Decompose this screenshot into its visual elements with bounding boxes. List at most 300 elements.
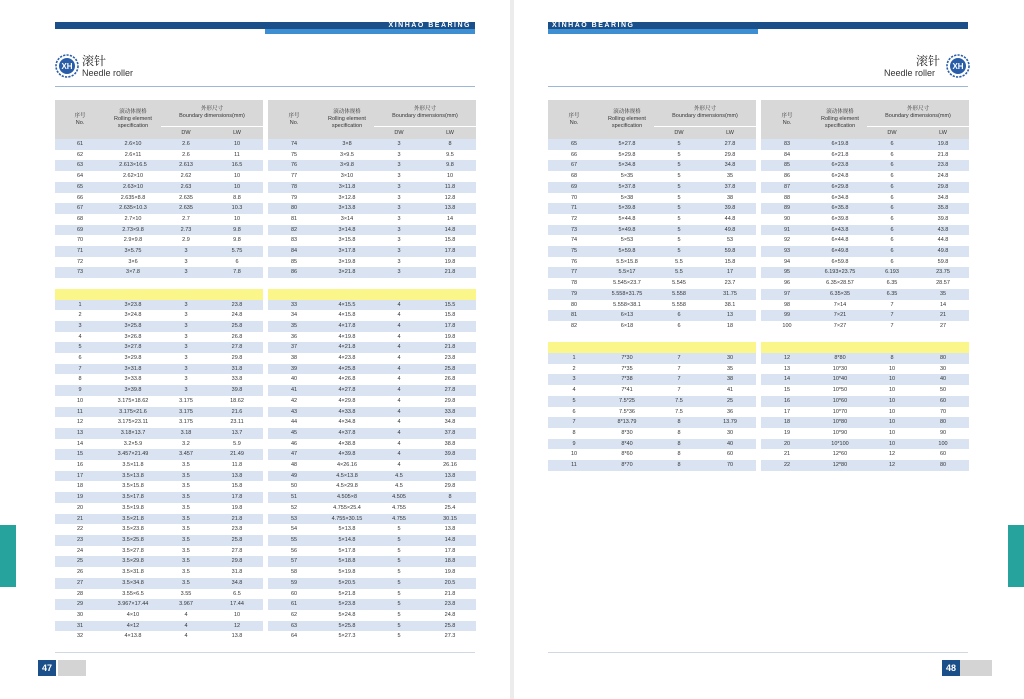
table-row	[761, 439, 969, 450]
cell-lw: 26.8	[424, 374, 476, 385]
cell-dw: 3	[374, 203, 424, 214]
cell-no: 79	[268, 193, 320, 204]
cell-spec: 5×27.8	[600, 139, 654, 150]
cell-dw: 7	[654, 374, 704, 385]
table-row	[268, 342, 476, 353]
cell-spec: 6.35×28.57	[813, 278, 867, 289]
table-row	[761, 364, 969, 375]
table-row	[268, 481, 476, 492]
cell-lw: 19.8	[424, 567, 476, 578]
table-row	[548, 235, 756, 246]
cell-spec: 8*30	[600, 428, 654, 439]
cell-no: 63	[55, 160, 105, 171]
table-row	[55, 621, 263, 632]
table-row	[268, 364, 476, 375]
cell-spec: 6×39.8	[813, 214, 867, 225]
cell-spec: 5.5×17	[600, 267, 654, 278]
cell-lw: 33.8	[424, 407, 476, 418]
cell-dw: 3	[161, 300, 211, 311]
cell-spec: 3.967×17.44	[105, 599, 161, 610]
cell-lw: 100	[917, 439, 969, 450]
table-row	[761, 235, 969, 246]
cell-spec: 3.2×5.9	[105, 439, 161, 450]
header-no-cn: 序号	[74, 112, 86, 119]
table-row	[548, 225, 756, 236]
cell-dw: 3	[161, 321, 211, 332]
cell-no: 34	[268, 310, 320, 321]
table-row	[55, 385, 263, 396]
cell-dw: 3.5	[161, 503, 211, 514]
cell-spec: 4.5×13.8	[320, 471, 374, 482]
cell-spec: 4×33.8	[320, 407, 374, 418]
cell-spec: 4×23.8	[320, 353, 374, 364]
cell-dw: 4	[374, 439, 424, 450]
cell-lw: 35	[704, 364, 756, 375]
cell-no: 18	[761, 417, 813, 428]
cell-lw: 13.8	[211, 631, 263, 642]
footer-divider	[548, 652, 968, 653]
highlight-separator-row	[268, 289, 476, 300]
cell-spec: 3.457×21.49	[105, 449, 161, 460]
cell-no: 12	[761, 353, 813, 364]
table-row	[268, 621, 476, 632]
cell-spec: 4×21.8	[320, 342, 374, 353]
cell-lw: 21.8	[211, 514, 263, 525]
cell-lw: 27.8	[211, 342, 263, 353]
table-row	[55, 407, 263, 418]
cell-lw: 24.8	[917, 171, 969, 182]
cell-no: 19	[55, 492, 105, 503]
table-row	[548, 139, 756, 150]
table-row	[548, 160, 756, 171]
table-row	[548, 267, 756, 278]
cell-dw: 4	[374, 449, 424, 460]
cell-lw: 23.8	[211, 524, 263, 535]
cell-lw	[917, 332, 969, 343]
cell-dw	[161, 289, 211, 300]
cell-spec: 3×8	[320, 139, 374, 150]
table-row	[548, 407, 756, 418]
cell-no	[761, 471, 813, 482]
header-dim-cn: 外形尺寸	[200, 106, 223, 112]
cell-spec: 6×21.8	[813, 150, 867, 161]
table-row	[268, 321, 476, 332]
cell-no: 37	[268, 342, 320, 353]
cell-no: 87	[761, 182, 813, 193]
cell-lw	[917, 471, 969, 482]
cell-dw: 12	[867, 460, 917, 471]
brand-name: XINHAO BEARING	[388, 22, 471, 29]
cell-lw: 29.8	[704, 150, 756, 161]
table-row	[548, 214, 756, 225]
cell-spec: 3.5×13.8	[105, 471, 161, 482]
cell-dw: 10	[867, 428, 917, 439]
cell-dw: 7	[867, 300, 917, 311]
cell-lw: 39.8	[211, 385, 263, 396]
cell-no: 1	[548, 353, 600, 364]
cell-lw: 17.8	[424, 546, 476, 557]
cell-lw: 17.8	[424, 246, 476, 257]
cell-no: 6	[55, 353, 105, 364]
cell-lw: 70	[704, 460, 756, 471]
cell-spec: 5×38	[600, 193, 654, 204]
cell-no: 58	[268, 567, 320, 578]
cell-dw: 4	[374, 342, 424, 353]
cell-spec: 6×34.8	[813, 193, 867, 204]
table-row	[548, 428, 756, 439]
table-row	[55, 460, 263, 471]
table-row	[268, 214, 476, 225]
cell-no: 85	[268, 257, 320, 268]
table-row	[55, 481, 263, 492]
cell-dw: 4	[374, 417, 424, 428]
cell-spec: 4.755×25.4	[320, 503, 374, 514]
cell-spec: 7*30	[600, 353, 654, 364]
cell-dw	[374, 289, 424, 300]
header-spec-cn: 滚动体规格	[826, 109, 854, 115]
table-row	[761, 428, 969, 439]
table-row	[55, 599, 263, 610]
cell-spec: 5×17.8	[320, 546, 374, 557]
cell-lw	[211, 278, 263, 289]
needle-roller-table-right-2	[761, 100, 969, 481]
cell-spec: 4×10	[105, 610, 161, 621]
cell-dw: 10	[867, 385, 917, 396]
cell-spec: 3.175×18.62	[105, 396, 161, 407]
cell-dw	[654, 342, 704, 353]
cell-no: 31	[55, 621, 105, 632]
cell-dw: 3.175	[161, 396, 211, 407]
cell-dw: 4	[374, 310, 424, 321]
header-lw: LW	[424, 127, 476, 140]
cell-lw: 19.8	[424, 257, 476, 268]
cell-dw: 7	[867, 321, 917, 332]
cell-spec: 2.62×10	[105, 171, 161, 182]
cell-no	[548, 342, 600, 353]
cell-no: 30	[55, 610, 105, 621]
cell-no: 62	[55, 150, 105, 161]
cell-spec: 4×13.8	[105, 631, 161, 642]
cell-spec	[600, 332, 654, 343]
cell-spec: 3×23.8	[105, 300, 161, 311]
cell-lw: 5.75	[211, 246, 263, 257]
cell-spec: 3×10	[320, 171, 374, 182]
header-spec	[320, 100, 374, 139]
table-row	[761, 321, 969, 332]
table-row	[268, 546, 476, 557]
cell-no: 84	[761, 150, 813, 161]
table-row	[761, 353, 969, 364]
table-row	[268, 417, 476, 428]
table-row	[55, 578, 263, 589]
cell-spec	[813, 332, 867, 343]
cell-lw: 37.8	[704, 182, 756, 193]
cell-dw: 3	[374, 139, 424, 150]
page-title-en: Needle roller	[884, 68, 936, 78]
table-row	[761, 300, 969, 311]
cell-spec: 6×23.8	[813, 160, 867, 171]
cell-dw: 5	[654, 203, 704, 214]
cell-dw	[374, 278, 424, 289]
page-title-cn: 滚针	[916, 54, 941, 68]
cell-lw: 38.1	[704, 300, 756, 311]
cell-no: 86	[268, 267, 320, 278]
header-bar-dark	[548, 22, 968, 29]
table-row	[548, 460, 756, 471]
cell-dw: 2.6	[161, 139, 211, 150]
header-bar	[55, 22, 475, 29]
cell-spec: 5×18.8	[320, 556, 374, 567]
cell-dw: 6	[867, 150, 917, 161]
cell-spec: 7×21	[813, 310, 867, 321]
table-row	[55, 353, 263, 364]
cell-dw: 5	[374, 621, 424, 632]
cell-no: 19	[761, 428, 813, 439]
cell-spec: 4×15.8	[320, 310, 374, 321]
cell-spec: 3.5×15.8	[105, 481, 161, 492]
cell-spec: 5×27.3	[320, 631, 374, 642]
cell-lw: 18.62	[211, 396, 263, 407]
cell-dw: 7	[867, 310, 917, 321]
cell-lw: 28.57	[917, 278, 969, 289]
logo-text: XH	[61, 62, 73, 71]
cell-dw: 5	[374, 599, 424, 610]
cell-spec: 3×25.8	[105, 321, 161, 332]
header-spec-cn: 滚动体规格	[119, 109, 147, 115]
cell-no: 2	[55, 310, 105, 321]
cell-dw: 7	[654, 353, 704, 364]
cell-no: 74	[548, 235, 600, 246]
cell-lw: 20.5	[424, 578, 476, 589]
cell-no: 2	[548, 364, 600, 375]
cell-no: 81	[268, 214, 320, 225]
cell-no: 21	[55, 514, 105, 525]
cell-lw: 34.8	[704, 160, 756, 171]
cell-spec: 3×14.8	[320, 225, 374, 236]
cell-spec: 6.193×23.75	[813, 267, 867, 278]
cell-spec: 3×15.8	[320, 235, 374, 246]
table-row	[55, 342, 263, 353]
table-row	[761, 182, 969, 193]
table-row	[55, 524, 263, 535]
cell-lw: 13	[704, 310, 756, 321]
cell-no: 41	[268, 385, 320, 396]
table-row	[55, 267, 263, 278]
table-row	[268, 396, 476, 407]
cell-lw	[424, 289, 476, 300]
cell-dw: 3	[374, 225, 424, 236]
cell-dw: 4	[161, 621, 211, 632]
header-bar-accent	[265, 29, 475, 34]
cell-lw: 13.8	[424, 524, 476, 535]
table-row	[548, 449, 756, 460]
cell-dw: 6	[654, 310, 704, 321]
cell-no: 15	[761, 385, 813, 396]
cell-lw: 37.8	[424, 428, 476, 439]
header-dim-en: Boundary dimensions(mm)	[672, 113, 738, 119]
page-number: 48	[942, 660, 960, 676]
cell-dw: 5.5	[654, 257, 704, 268]
cell-spec: 3×19.8	[320, 257, 374, 268]
cell-dw: 4.505	[374, 492, 424, 503]
cell-spec: 8*13.79	[600, 417, 654, 428]
cell-dw: 10	[867, 374, 917, 385]
cell-no: 13	[55, 428, 105, 439]
cell-dw: 3.175	[161, 407, 211, 418]
table-row	[548, 321, 756, 332]
cell-spec: 2.613×16.5	[105, 160, 161, 171]
header-no	[268, 100, 320, 139]
cell-spec: 3×27.8	[105, 342, 161, 353]
cell-no: 64	[55, 171, 105, 182]
cell-dw	[867, 342, 917, 353]
cell-lw: 30.15	[424, 514, 476, 525]
cell-lw: 31.8	[211, 364, 263, 375]
table-row	[761, 310, 969, 321]
cell-spec: 2.9×9.8	[105, 235, 161, 246]
cell-no: 5	[548, 396, 600, 407]
cell-dw: 3	[161, 257, 211, 268]
cell-no: 22	[55, 524, 105, 535]
cell-lw: 14.8	[424, 535, 476, 546]
cell-no: 20	[761, 439, 813, 450]
header-spec	[813, 100, 867, 139]
table-row	[548, 150, 756, 161]
cell-lw: 21.49	[211, 449, 263, 460]
cell-dw: 5	[654, 193, 704, 204]
table-row	[548, 353, 756, 364]
cell-no: 82	[268, 225, 320, 236]
table-row	[761, 225, 969, 236]
table-row	[55, 471, 263, 482]
header-dimensions	[161, 100, 263, 127]
cell-spec: 5×20.5	[320, 578, 374, 589]
cell-lw: 8	[424, 492, 476, 503]
cell-dw: 5	[654, 235, 704, 246]
cell-dw: 5	[654, 171, 704, 182]
table-row	[268, 556, 476, 567]
table-row	[268, 235, 476, 246]
cell-lw: 29.8	[917, 182, 969, 193]
header-dw: DW	[654, 127, 704, 140]
cell-lw: 33.8	[211, 374, 263, 385]
header-spec	[600, 100, 654, 139]
cell-lw: 12.8	[424, 193, 476, 204]
table-row	[548, 171, 756, 182]
cell-dw: 3	[161, 246, 211, 257]
cell-lw: 14	[424, 214, 476, 225]
cell-spec: 4×34.8	[320, 417, 374, 428]
cell-spec: 3×33.8	[105, 374, 161, 385]
table-row	[55, 193, 263, 204]
cell-lw	[704, 332, 756, 343]
cell-lw: 18.8	[424, 556, 476, 567]
cell-spec: 6×29.8	[813, 182, 867, 193]
table-row	[761, 396, 969, 407]
table-row	[55, 278, 263, 289]
cell-lw: 49.8	[704, 225, 756, 236]
cell-spec: 4×26.8	[320, 374, 374, 385]
cell-lw: 60	[917, 449, 969, 460]
cell-no: 36	[268, 332, 320, 343]
table-row	[55, 171, 263, 182]
table-row	[55, 546, 263, 557]
cell-no: 64	[268, 631, 320, 642]
cell-no: 76	[268, 160, 320, 171]
cell-spec: 5×39.8	[600, 203, 654, 214]
cell-no: 27	[55, 578, 105, 589]
header-lw: LW	[211, 127, 263, 140]
cell-lw: 6.5	[211, 589, 263, 600]
cell-lw: 19.8	[917, 139, 969, 150]
cell-spec: 3×5.75	[105, 246, 161, 257]
cell-lw: 80	[917, 353, 969, 364]
table-row	[761, 257, 969, 268]
needle-roller-table-left-2	[268, 100, 476, 642]
cell-lw: 38	[704, 374, 756, 385]
cell-dw: 2.7	[161, 214, 211, 225]
cell-no	[548, 332, 600, 343]
cell-lw: 10	[211, 139, 263, 150]
cell-dw: 3	[374, 257, 424, 268]
highlight-separator-row	[55, 289, 263, 300]
table-row	[268, 589, 476, 600]
cell-dw: 4	[374, 428, 424, 439]
cell-lw: 23.75	[917, 267, 969, 278]
cell-dw: 3	[161, 310, 211, 321]
cell-spec: 3×26.8	[105, 332, 161, 343]
cell-dw: 7.5	[654, 396, 704, 407]
cell-no: 69	[548, 182, 600, 193]
cell-spec: 5×35	[600, 171, 654, 182]
header-bar	[548, 22, 968, 29]
cell-dw: 10	[867, 439, 917, 450]
cell-spec: 3×39.8	[105, 385, 161, 396]
cell-no	[761, 332, 813, 343]
cell-no: 23	[55, 535, 105, 546]
header-bar-dark	[55, 22, 475, 29]
header-dim-cn: 外形尺寸	[693, 106, 716, 112]
cell-lw: 70	[917, 407, 969, 418]
cell-lw: 17.8	[424, 321, 476, 332]
cell-dw: 3.5	[161, 514, 211, 525]
table-row	[268, 428, 476, 439]
cell-dw: 5.545	[654, 278, 704, 289]
cell-dw: 8	[654, 460, 704, 471]
cell-lw: 60	[704, 449, 756, 460]
cell-lw	[704, 342, 756, 353]
table-row	[55, 417, 263, 428]
cell-spec: 7.5*36	[600, 407, 654, 418]
header-spec-cn: 滚动体规格	[613, 109, 641, 115]
cell-spec: 7*38	[600, 374, 654, 385]
cell-lw: 31.8	[211, 567, 263, 578]
cell-dw: 5	[374, 578, 424, 589]
cell-spec: 3×24.8	[105, 310, 161, 321]
table-row	[55, 396, 263, 407]
cell-spec: 2.6×10	[105, 139, 161, 150]
cell-spec: 10*40	[813, 374, 867, 385]
cell-spec: 4×38.8	[320, 439, 374, 450]
cell-spec	[105, 278, 161, 289]
cell-no: 70	[55, 235, 105, 246]
cell-dw: 10	[867, 417, 917, 428]
cell-dw: 8	[654, 439, 704, 450]
cell-no: 74	[268, 139, 320, 150]
cell-no: 77	[268, 171, 320, 182]
cell-dw	[867, 471, 917, 482]
cell-no: 6	[548, 407, 600, 418]
